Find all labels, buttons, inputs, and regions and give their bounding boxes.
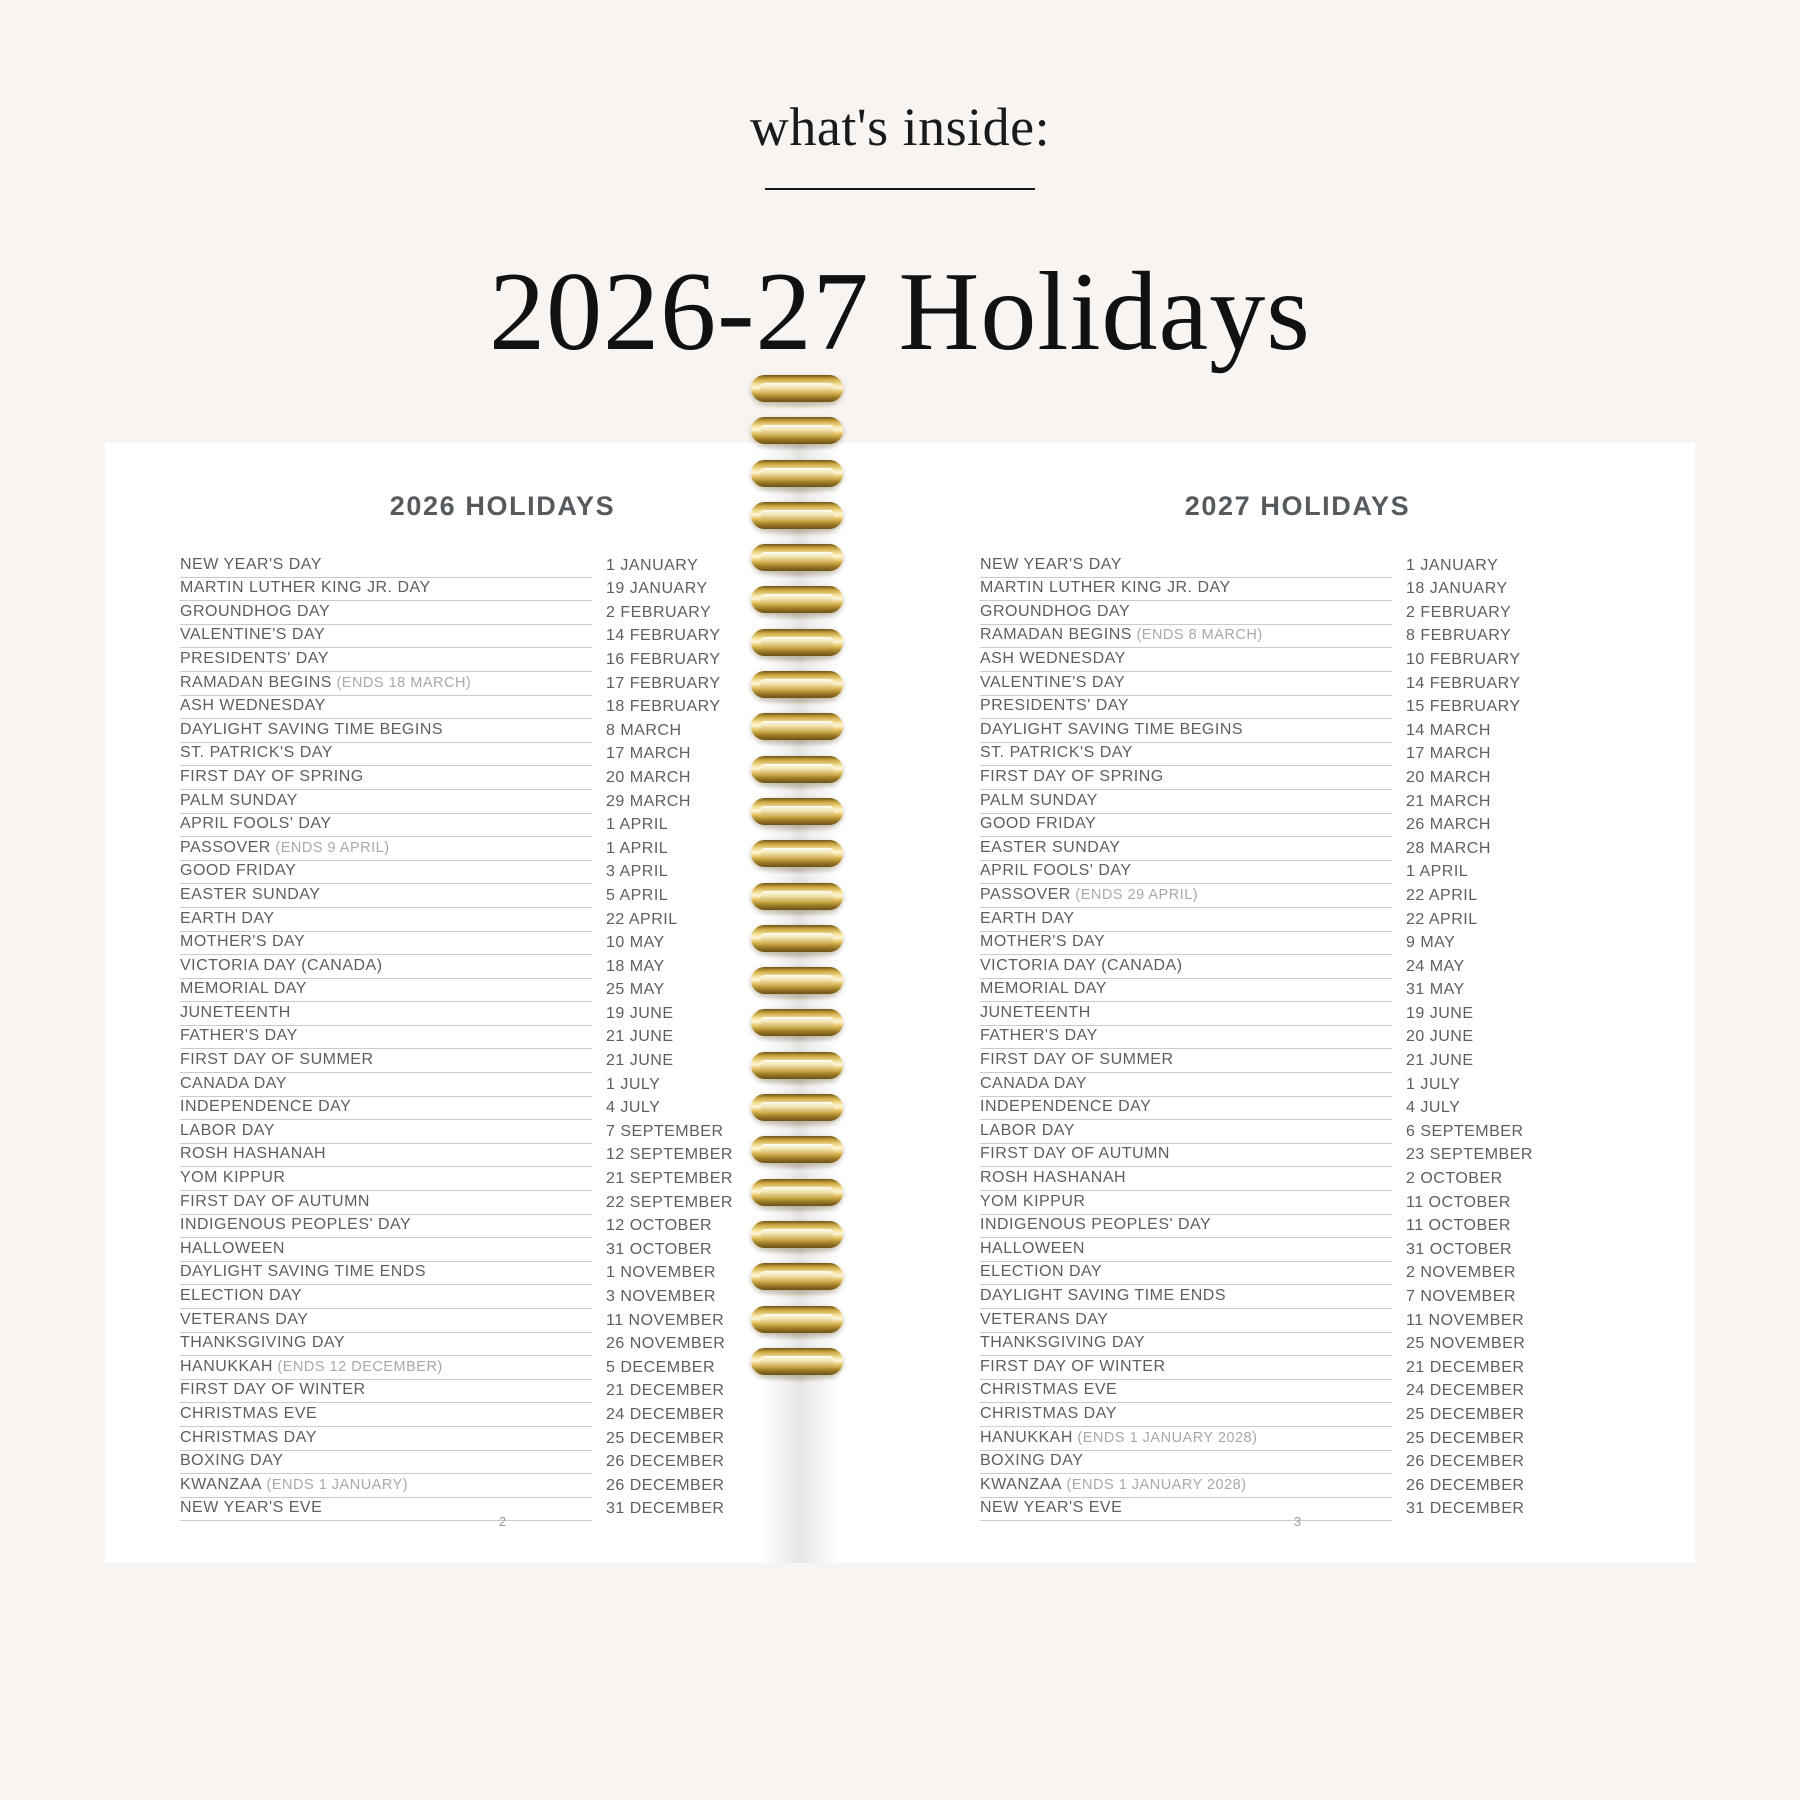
holiday-name: APRIL FOOLS' DAY bbox=[180, 815, 592, 837]
holiday-date: 24 DECEMBER bbox=[606, 1405, 725, 1423]
holiday-date: 15 FEBRUARY bbox=[1406, 698, 1521, 716]
holiday-name: JUNETEENTH bbox=[180, 1004, 592, 1026]
spiral-coil-icon bbox=[751, 586, 843, 613]
right-page-number: 3 bbox=[1293, 1514, 1302, 1529]
holiday-date: 25 DECEMBER bbox=[1406, 1405, 1525, 1423]
holiday-name: FIRST DAY OF WINTER bbox=[980, 1358, 1392, 1380]
holiday-row bbox=[980, 861, 1600, 885]
spiral-coil-icon bbox=[751, 375, 843, 402]
holiday-date: 24 DECEMBER bbox=[1406, 1382, 1525, 1400]
holiday-date: 31 DECEMBER bbox=[1406, 1500, 1525, 1518]
holiday-name: HANUKKAH (ENDS 1 JANUARY 2028) bbox=[980, 1429, 1392, 1451]
holiday-name: ROSH HASHANAH bbox=[180, 1145, 592, 1167]
spiral-coil-icon bbox=[751, 1179, 843, 1206]
holiday-name: KWANZAA (ENDS 1 JANUARY) bbox=[180, 1476, 592, 1498]
holiday-row bbox=[980, 1144, 1600, 1168]
holiday-name: VICTORIA DAY (CANADA) bbox=[980, 957, 1392, 979]
holiday-note: (ENDS 1 JANUARY) bbox=[262, 1476, 409, 1493]
holiday-name: EARTH DAY bbox=[980, 910, 1392, 932]
holiday-name: INDEPENDENCE DAY bbox=[180, 1098, 592, 1120]
holiday-date: 11 NOVEMBER bbox=[1406, 1311, 1525, 1329]
spiral-coil-icon bbox=[751, 713, 843, 740]
holiday-name: MOTHER'S DAY bbox=[980, 933, 1392, 955]
holiday-row bbox=[180, 719, 800, 743]
holiday-date: 25 MAY bbox=[606, 981, 665, 999]
holiday-row bbox=[980, 696, 1600, 720]
spiral-coil-icon bbox=[751, 502, 843, 529]
holiday-date: 9 MAY bbox=[1406, 934, 1456, 952]
holiday-row bbox=[180, 554, 800, 578]
holiday-date: 31 DECEMBER bbox=[606, 1500, 725, 1518]
holiday-row bbox=[180, 790, 800, 814]
holiday-note: (ENDS 1 JANUARY 2028) bbox=[1072, 1429, 1258, 1446]
holiday-date: 6 SEPTEMBER bbox=[1406, 1122, 1524, 1140]
holiday-name: GOOD FRIDAY bbox=[180, 862, 592, 884]
holiday-date: 21 MARCH bbox=[1406, 792, 1491, 810]
holiday-name: VETERANS DAY bbox=[180, 1311, 592, 1333]
holiday-date: 11 OCTOBER bbox=[1406, 1217, 1511, 1235]
holiday-row bbox=[180, 1427, 800, 1451]
holiday-row bbox=[180, 1167, 800, 1191]
holiday-name: DAYLIGHT SAVING TIME BEGINS bbox=[980, 721, 1392, 743]
holiday-row bbox=[180, 766, 800, 790]
holiday-name: ST. PATRICK'S DAY bbox=[180, 744, 592, 766]
holiday-name: APRIL FOOLS' DAY bbox=[980, 862, 1392, 884]
holiday-date: 21 JUNE bbox=[606, 1028, 674, 1046]
holiday-date: 19 JUNE bbox=[1406, 1004, 1474, 1022]
holiday-note: (ENDS 12 DECEMBER) bbox=[272, 1358, 443, 1375]
holiday-date: 23 SEPTEMBER bbox=[1406, 1146, 1533, 1164]
holiday-row bbox=[980, 1356, 1600, 1380]
holiday-row bbox=[180, 908, 800, 932]
holiday-date: 11 OCTOBER bbox=[1406, 1193, 1511, 1211]
holiday-date: 3 NOVEMBER bbox=[606, 1288, 716, 1305]
holiday-date: 25 DECEMBER bbox=[1406, 1429, 1525, 1447]
holiday-name: GROUNDHOG DAY bbox=[980, 603, 1392, 625]
spiral-coil-icon bbox=[751, 417, 843, 444]
holiday-row bbox=[180, 578, 800, 602]
holiday-row bbox=[180, 1049, 800, 1073]
right-page bbox=[900, 443, 1695, 1563]
holiday-date: 28 MARCH bbox=[1406, 839, 1491, 857]
holiday-row bbox=[980, 1049, 1600, 1073]
holiday-row bbox=[980, 1309, 1600, 1333]
holiday-date: 26 DECEMBER bbox=[1406, 1453, 1525, 1471]
holiday-row bbox=[980, 1380, 1600, 1404]
holiday-name: ASH WEDNESDAY bbox=[180, 697, 592, 719]
holiday-row bbox=[980, 1191, 1600, 1215]
holiday-row bbox=[180, 625, 800, 649]
holiday-date: 20 MARCH bbox=[606, 768, 691, 786]
holiday-name: EASTER SUNDAY bbox=[980, 839, 1392, 861]
holiday-name: HALLOWEEN bbox=[980, 1240, 1392, 1262]
spiral-coil-icon bbox=[751, 1306, 843, 1333]
holiday-date: 26 NOVEMBER bbox=[606, 1335, 726, 1353]
header bbox=[0, 0, 1800, 377]
holiday-name: CHRISTMAS DAY bbox=[180, 1429, 592, 1451]
holiday-date: 22 SEPTEMBER bbox=[606, 1193, 733, 1211]
holiday-name: GROUNDHOG DAY bbox=[180, 603, 592, 625]
holiday-date: 22 APRIL bbox=[1406, 910, 1478, 928]
holiday-name: CANADA DAY bbox=[180, 1075, 592, 1097]
holiday-date: 12 OCTOBER bbox=[606, 1217, 713, 1235]
holiday-name: CANADA DAY bbox=[980, 1075, 1392, 1097]
holiday-row bbox=[180, 601, 800, 625]
holiday-name: INDEPENDENCE DAY bbox=[980, 1098, 1392, 1120]
holiday-date: 1 JULY bbox=[606, 1075, 661, 1093]
holiday-row bbox=[180, 1309, 800, 1333]
holiday-date: 1 JANUARY bbox=[1406, 556, 1499, 574]
spiral-coil-icon bbox=[751, 1009, 843, 1036]
holiday-row bbox=[180, 932, 800, 956]
holiday-date: 8 MARCH bbox=[606, 721, 682, 739]
holiday-name: VETERANS DAY bbox=[980, 1311, 1392, 1333]
holiday-date: 20 MARCH bbox=[1406, 768, 1491, 786]
holiday-row bbox=[180, 743, 800, 767]
holiday-name: VALENTINE'S DAY bbox=[980, 674, 1392, 696]
holiday-note: (ENDS 29 APRIL) bbox=[1070, 886, 1199, 903]
page-title: 2026-27 Holidays bbox=[489, 250, 1311, 374]
holiday-row bbox=[980, 1474, 1600, 1498]
left-page-number: 2 bbox=[498, 1514, 507, 1529]
holiday-row bbox=[980, 1073, 1600, 1097]
holiday-row bbox=[980, 1097, 1600, 1121]
holiday-date: 2 NOVEMBER bbox=[1406, 1264, 1516, 1282]
holiday-row bbox=[980, 837, 1600, 861]
holiday-date: 10 FEBRUARY bbox=[1406, 650, 1521, 668]
spiral-coil-icon bbox=[751, 1221, 843, 1248]
holiday-date: 29 MARCH bbox=[606, 792, 691, 810]
holiday-date: 5 DECEMBER bbox=[606, 1358, 716, 1376]
holiday-note: (ENDS 8 MARCH) bbox=[1131, 627, 1263, 644]
holiday-name: PRESIDENTS' DAY bbox=[180, 650, 592, 672]
holiday-date: 11 NOVEMBER bbox=[606, 1311, 725, 1329]
holiday-row bbox=[980, 1427, 1600, 1451]
holiday-date: 26 DECEMBER bbox=[606, 1453, 725, 1471]
holiday-list-2027 bbox=[980, 554, 1600, 1521]
holiday-name: PALM SUNDAY bbox=[180, 792, 592, 814]
holiday-date: 17 MARCH bbox=[1406, 745, 1491, 763]
holiday-date: 7 NOVEMBER bbox=[1406, 1288, 1516, 1305]
holiday-name: FIRST DAY OF SUMMER bbox=[980, 1051, 1392, 1073]
holiday-name: THANKSGIVING DAY bbox=[180, 1334, 592, 1356]
holiday-date: 21 JUNE bbox=[606, 1052, 674, 1070]
holiday-date: 2 OCTOBER bbox=[1406, 1170, 1503, 1188]
spiral-coil-icon bbox=[751, 1094, 843, 1121]
holiday-row bbox=[180, 861, 800, 885]
holiday-name: PASSOVER (ENDS 29 APRIL) bbox=[980, 886, 1392, 908]
holiday-name: NEW YEAR'S DAY bbox=[180, 556, 592, 578]
holiday-date: 8 FEBRUARY bbox=[1406, 627, 1512, 645]
holiday-note: (ENDS 18 MARCH) bbox=[331, 674, 472, 691]
holiday-name: MARTIN LUTHER KING JR. DAY bbox=[980, 579, 1392, 601]
holiday-row bbox=[980, 1403, 1600, 1427]
holiday-date: 1 APRIL bbox=[606, 839, 669, 857]
holiday-name: ASH WEDNESDAY bbox=[980, 650, 1392, 672]
holiday-date: 19 JUNE bbox=[606, 1004, 674, 1022]
holiday-row bbox=[180, 1451, 800, 1475]
holiday-date: 21 DECEMBER bbox=[1406, 1358, 1525, 1376]
holiday-row bbox=[980, 1238, 1600, 1262]
holiday-date: 14 FEBRUARY bbox=[1406, 674, 1521, 692]
holiday-row bbox=[180, 1285, 800, 1309]
holiday-name: VALENTINE'S DAY bbox=[180, 626, 592, 648]
holiday-date: 14 FEBRUARY bbox=[606, 627, 721, 645]
spiral-coil-icon bbox=[751, 1136, 843, 1163]
holiday-name: MOTHER'S DAY bbox=[180, 933, 592, 955]
holiday-date: 1 JANUARY bbox=[606, 556, 699, 574]
holiday-date: 21 SEPTEMBER bbox=[606, 1170, 733, 1188]
holiday-row bbox=[180, 1002, 800, 1026]
holiday-name: FATHER'S DAY bbox=[180, 1027, 592, 1049]
holiday-date: 18 MAY bbox=[606, 957, 665, 975]
holiday-row bbox=[180, 1356, 800, 1380]
holiday-row bbox=[980, 1333, 1600, 1357]
holiday-name: ROSH HASHANAH bbox=[980, 1169, 1392, 1191]
holiday-name: FIRST DAY OF AUTUMN bbox=[980, 1145, 1392, 1167]
spiral-coil-icon bbox=[751, 1052, 843, 1079]
holiday-name: RAMADAN BEGINS (ENDS 8 MARCH) bbox=[980, 626, 1392, 648]
holiday-row bbox=[980, 790, 1600, 814]
holiday-row bbox=[980, 1026, 1600, 1050]
holiday-name: YOM KIPPUR bbox=[980, 1193, 1392, 1215]
holiday-date: 26 DECEMBER bbox=[1406, 1476, 1525, 1494]
holiday-date: 1 NOVEMBER bbox=[606, 1264, 716, 1282]
spiral-coil-icon bbox=[751, 798, 843, 825]
holiday-list-2026 bbox=[180, 554, 800, 1521]
holiday-row bbox=[180, 814, 800, 838]
holiday-row bbox=[980, 1451, 1600, 1475]
holiday-date: 18 FEBRUARY bbox=[606, 698, 721, 716]
holiday-name: EARTH DAY bbox=[180, 910, 592, 932]
holiday-row bbox=[980, 766, 1600, 790]
holiday-name: FIRST DAY OF SPRING bbox=[980, 768, 1392, 790]
holiday-name: INDIGENOUS PEOPLES' DAY bbox=[180, 1216, 592, 1238]
holiday-name: DAYLIGHT SAVING TIME BEGINS bbox=[180, 721, 592, 743]
holiday-date: 25 NOVEMBER bbox=[1406, 1335, 1526, 1353]
holiday-date: 2 FEBRUARY bbox=[606, 603, 712, 621]
holiday-date: 22 APRIL bbox=[1406, 886, 1478, 904]
holiday-date: 7 SEPTEMBER bbox=[606, 1122, 724, 1140]
holiday-row bbox=[980, 648, 1600, 672]
holiday-name: JUNETEENTH bbox=[980, 1004, 1392, 1026]
holiday-row bbox=[980, 1215, 1600, 1239]
holiday-note: (ENDS 1 JANUARY 2028) bbox=[1062, 1476, 1247, 1493]
planner-spread bbox=[105, 443, 1695, 1563]
holiday-name: HALLOWEEN bbox=[180, 1240, 592, 1262]
holiday-row bbox=[180, 1380, 800, 1404]
holiday-name: FIRST DAY OF SUMMER bbox=[180, 1051, 592, 1073]
holiday-date: 26 DECEMBER bbox=[606, 1476, 725, 1494]
holiday-row bbox=[980, 672, 1600, 696]
holiday-name: MEMORIAL DAY bbox=[980, 980, 1392, 1002]
holiday-row bbox=[980, 908, 1600, 932]
holiday-name: HANUKKAH (ENDS 12 DECEMBER) bbox=[180, 1358, 592, 1380]
holiday-row bbox=[180, 1026, 800, 1050]
holiday-date: 25 DECEMBER bbox=[606, 1429, 725, 1447]
holiday-name: PRESIDENTS' DAY bbox=[980, 697, 1392, 719]
holiday-row bbox=[980, 601, 1600, 625]
spiral-coil-icon bbox=[751, 629, 843, 656]
holiday-date: 5 APRIL bbox=[606, 886, 669, 904]
holiday-date: 19 JANUARY bbox=[606, 580, 708, 598]
holiday-date: 1 JULY bbox=[1406, 1075, 1461, 1093]
holiday-date: 24 MAY bbox=[1406, 957, 1465, 975]
holiday-name: CHRISTMAS DAY bbox=[980, 1405, 1392, 1427]
holiday-row bbox=[980, 1285, 1600, 1309]
holiday-name: FIRST DAY OF AUTUMN bbox=[180, 1193, 592, 1215]
spiral-coil-icon bbox=[751, 883, 843, 910]
holiday-name: ELECTION DAY bbox=[980, 1263, 1392, 1285]
header-divider bbox=[765, 188, 1035, 190]
spiral-coil-icon bbox=[751, 840, 843, 867]
holiday-row bbox=[180, 1333, 800, 1357]
holiday-name: PASSOVER (ENDS 9 APRIL) bbox=[180, 839, 592, 861]
holiday-row bbox=[180, 1474, 800, 1498]
spiral-binding bbox=[745, 375, 855, 1375]
holiday-name: PALM SUNDAY bbox=[980, 792, 1392, 814]
holiday-row bbox=[180, 837, 800, 861]
holiday-row bbox=[180, 979, 800, 1003]
holiday-name: CHRISTMAS EVE bbox=[980, 1381, 1392, 1403]
spiral-coil-icon bbox=[751, 925, 843, 952]
holiday-row bbox=[180, 1073, 800, 1097]
holiday-name: GOOD FRIDAY bbox=[980, 815, 1392, 837]
holiday-date: 4 JULY bbox=[1406, 1099, 1461, 1117]
holiday-name: VICTORIA DAY (CANADA) bbox=[180, 957, 592, 979]
holiday-row bbox=[980, 554, 1600, 578]
holiday-date: 21 JUNE bbox=[1406, 1052, 1474, 1070]
right-page-title: 2027 HOLIDAYS bbox=[1184, 491, 1411, 521]
holiday-name: RAMADAN BEGINS (ENDS 18 MARCH) bbox=[180, 674, 592, 696]
holiday-row bbox=[980, 979, 1600, 1003]
holiday-row bbox=[980, 1002, 1600, 1026]
holiday-row bbox=[180, 1191, 800, 1215]
holiday-row bbox=[180, 1215, 800, 1239]
holiday-row bbox=[180, 955, 800, 979]
holiday-date: 4 JULY bbox=[606, 1099, 661, 1117]
holiday-name: FIRST DAY OF WINTER bbox=[180, 1381, 592, 1403]
holiday-row bbox=[980, 1120, 1600, 1144]
holiday-row bbox=[980, 1262, 1600, 1286]
holiday-name: BOXING DAY bbox=[180, 1452, 592, 1474]
holiday-row bbox=[980, 625, 1600, 649]
holiday-name: BOXING DAY bbox=[980, 1452, 1392, 1474]
holiday-name: LABOR DAY bbox=[180, 1122, 592, 1144]
holiday-name: THANKSGIVING DAY bbox=[980, 1334, 1392, 1356]
spiral-coil-icon bbox=[751, 967, 843, 994]
spiral-coil-icon bbox=[751, 1263, 843, 1290]
holiday-name: LABOR DAY bbox=[980, 1122, 1392, 1144]
holiday-row bbox=[180, 1120, 800, 1144]
holiday-date: 12 SEPTEMBER bbox=[606, 1146, 733, 1164]
holiday-row bbox=[980, 743, 1600, 767]
holiday-name: YOM KIPPUR bbox=[180, 1169, 592, 1191]
holiday-date: 31 OCTOBER bbox=[1406, 1240, 1513, 1258]
spiral-coil-icon bbox=[751, 544, 843, 571]
holiday-name: EASTER SUNDAY bbox=[180, 886, 592, 908]
holiday-date: 10 MAY bbox=[606, 934, 665, 952]
holiday-name: DAYLIGHT SAVING TIME ENDS bbox=[980, 1287, 1392, 1309]
holiday-name: NEW YEAR'S DAY bbox=[980, 556, 1392, 578]
spiral-coil-icon bbox=[751, 671, 843, 698]
holiday-row bbox=[180, 1097, 800, 1121]
holiday-name: MARTIN LUTHER KING JR. DAY bbox=[180, 579, 592, 601]
holiday-date: 3 APRIL bbox=[606, 863, 669, 881]
holiday-date: 18 JANUARY bbox=[1406, 580, 1508, 598]
holiday-row bbox=[180, 1403, 800, 1427]
holiday-name: NEW YEAR'S EVE bbox=[980, 1499, 1392, 1521]
holiday-row bbox=[980, 1167, 1600, 1191]
holiday-note: (ENDS 9 APRIL) bbox=[270, 839, 390, 856]
holiday-row bbox=[980, 955, 1600, 979]
holiday-name: NEW YEAR'S EVE bbox=[180, 1499, 592, 1521]
holiday-name: INDIGENOUS PEOPLES' DAY bbox=[980, 1216, 1392, 1238]
holiday-row bbox=[180, 1238, 800, 1262]
holiday-row bbox=[980, 719, 1600, 743]
holiday-row bbox=[180, 1262, 800, 1286]
holiday-row bbox=[180, 1144, 800, 1168]
spiral-coil-icon bbox=[751, 756, 843, 783]
holiday-row bbox=[180, 672, 800, 696]
holiday-date: 17 FEBRUARY bbox=[606, 674, 721, 692]
spiral-coil-icon bbox=[751, 460, 843, 487]
holiday-row bbox=[180, 884, 800, 908]
holiday-date: 26 MARCH bbox=[1406, 816, 1491, 834]
holiday-date: 1 APRIL bbox=[1406, 863, 1469, 881]
holiday-name: MEMORIAL DAY bbox=[180, 980, 592, 1002]
holiday-name: ELECTION DAY bbox=[180, 1287, 592, 1309]
holiday-row bbox=[180, 696, 800, 720]
holiday-date: 16 FEBRUARY bbox=[606, 650, 721, 668]
holiday-name: ST. PATRICK'S DAY bbox=[980, 744, 1392, 766]
holiday-date: 2 FEBRUARY bbox=[1406, 603, 1512, 621]
holiday-row bbox=[980, 884, 1600, 908]
holiday-date: 31 OCTOBER bbox=[606, 1240, 713, 1258]
holiday-row bbox=[980, 932, 1600, 956]
holiday-row bbox=[980, 578, 1600, 602]
holiday-name: FIRST DAY OF SPRING bbox=[180, 768, 592, 790]
holiday-date: 1 APRIL bbox=[606, 816, 669, 834]
holiday-name: DAYLIGHT SAVING TIME ENDS bbox=[180, 1263, 592, 1285]
holiday-date: 17 MARCH bbox=[606, 745, 691, 763]
holiday-name: FATHER'S DAY bbox=[980, 1027, 1392, 1049]
holiday-name: CHRISTMAS EVE bbox=[180, 1405, 592, 1427]
holiday-date: 31 MAY bbox=[1406, 981, 1465, 999]
holiday-date: 22 APRIL bbox=[606, 910, 678, 928]
holiday-row bbox=[980, 814, 1600, 838]
holiday-date: 20 JUNE bbox=[1406, 1028, 1474, 1046]
left-page-title: 2026 HOLIDAYS bbox=[389, 491, 616, 521]
holiday-date: 14 MARCH bbox=[1406, 721, 1491, 739]
holiday-row bbox=[180, 648, 800, 672]
spiral-coil-icon bbox=[751, 1348, 843, 1375]
holiday-name: KWANZAA (ENDS 1 JANUARY 2028) bbox=[980, 1476, 1392, 1498]
holiday-date: 21 DECEMBER bbox=[606, 1382, 725, 1400]
eyebrow-text: what's inside: bbox=[749, 97, 1051, 157]
